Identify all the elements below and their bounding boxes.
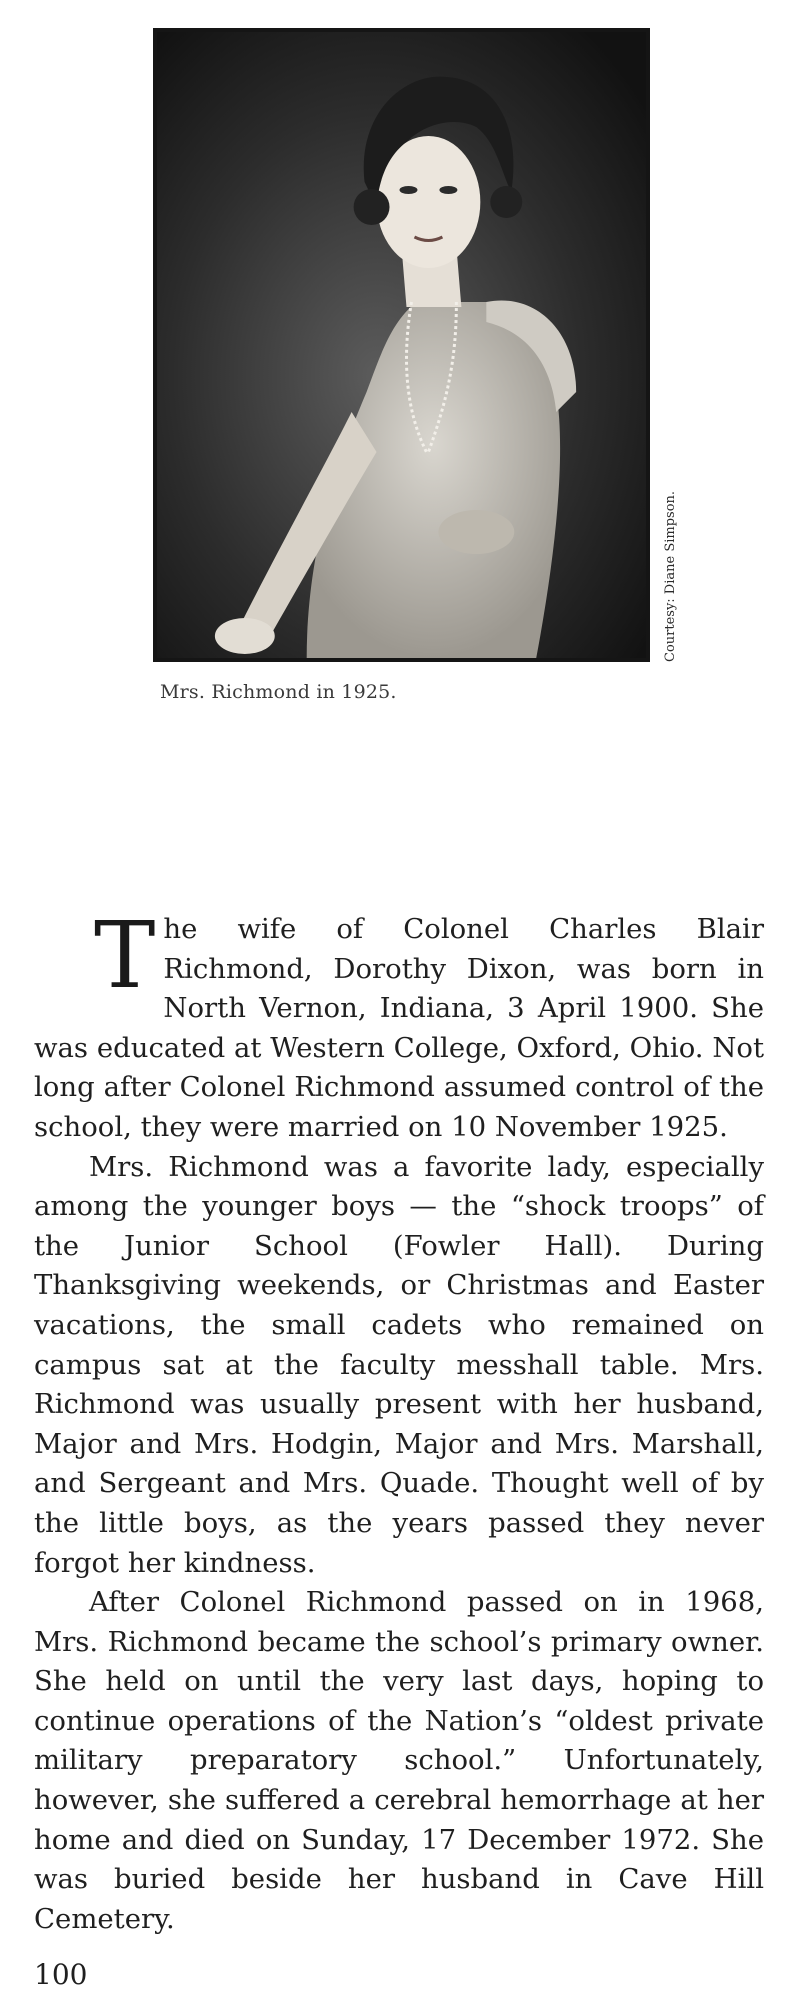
portrait-illustration [157, 32, 646, 658]
article-body [34, 902, 764, 1939]
drop-cap: T [94, 902, 156, 1009]
paragraph-3: After Colonel Richmond passed on in 1968, Mrs. Richmond became the school’s primary owner. She held on until the very last days, hoping to continue operations of the Nation’s “oldest private military preparatory school.” Unfortunately, however, she suffered a cerebral hemorrhage at her home and died on Sunday, 17 December 1972. She was buried beside her husband in Cave Hill Cemetery. [34, 1586, 764, 1935]
portrait-photo [153, 28, 650, 662]
paragraph-1-text: he wife of Colonel Charles Blair Richmond, Dorothy Dixon, was born in North Vernon, Indiana, 3 April 1900. She was educated at Western College, Oxford, Ohio. Not long after Colonel Richmond assumed control of the school, they were married on 10 November 1925. [34, 913, 764, 1143]
photo-credit: Courtesy: Diane Simpson. [663, 490, 678, 662]
paragraph-2: Mrs. Richmond was a favorite lady, especially among the younger boys — the “shock troops” of the Junior School (Fowler Hall). During Thanksgiving weekends, or Christmas and Easter vacations, the small cadets who remained on campus sat at the faculty messhall table. Mrs. Richmond was usually present with her husband, Major and Mrs. Hodgin, Major and Mrs. Marshall, and Sergeant and Mrs. Quade. Thought well of by the little boys, as the years passed they never forgot her kindness. [34, 1150, 764, 1579]
photo-caption: Mrs. Richmond in 1925. [160, 681, 397, 703]
page-number: 100 [34, 1958, 88, 1991]
paragraph-1 [34, 902, 764, 1148]
